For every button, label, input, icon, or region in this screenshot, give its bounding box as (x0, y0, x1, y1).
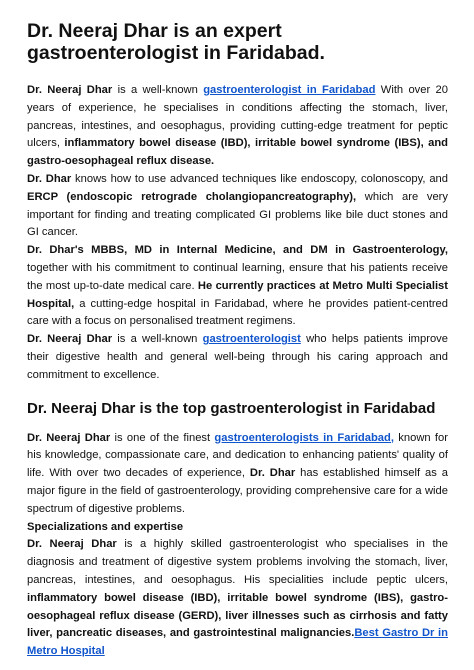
summary-paragraph (27, 331, 448, 384)
document-page (27, 20, 448, 661)
bold-dr-dhar: Dr. Dhar (249, 467, 296, 480)
techniques-paragraph (27, 171, 448, 242)
text-span: known for his knowledge, compassionate care, and dedication to enhancing patients' quality of life. With over two decades of experience, (27, 431, 448, 480)
main-title: Dr. Neeraj Dhar is an expert gastroenterologist in Faridabad. (27, 20, 325, 64)
doctor-name: Dr. Neeraj Dhar (27, 333, 113, 346)
text-span: is one of the finest (110, 431, 215, 444)
gastroenterologist-link[interactable]: gastroenterologist (202, 333, 301, 346)
text-span: knows how to use advanced techniques like endoscopy, colonoscopy, and (71, 172, 448, 185)
text-span: which are very important for finding and treating complicated GI problems like bile duct stones and GI cancer. (27, 190, 448, 239)
bold-specialities: inflammatory bowel disease (IBD), irritable bowel syndrome (IBS), gastro-oesophageal reflux disease (GERD), liver illnesses such as cirrhosis and fatty liver, pancreatic diseases, and gastrointestinal malignancies. (27, 591, 448, 640)
doctor-name: Dr. Neeraj Dhar (27, 538, 117, 551)
doctor-name: Dr. Neeraj Dhar (27, 84, 113, 96)
gastroenterologist-faridabad-link[interactable]: gastroenterologist in Faridabad (203, 84, 376, 96)
qualifications-paragraph (27, 242, 448, 331)
specializations-paragraph (27, 536, 448, 661)
section-heading: Dr. Neeraj Dhar is the top gastroenterologist in Faridabad (27, 399, 436, 417)
text-span: With over 20 years of experience, he specialises in conditions affecting the stomach, liver, pancreas, intestines, and oesophagus, providing cutting-edge treatment for peptic ulcers, (27, 84, 448, 150)
gastroenterologists-faridabad-link[interactable]: gastroenterologists in Faridabad, (214, 431, 394, 444)
intro-paragraph (27, 82, 448, 171)
text-span: is a well-known (112, 84, 204, 96)
finest-paragraph (27, 430, 448, 519)
text-span: together with his commitment to continual learning, ensure that his patients receive the most up-to-date medical care. (27, 261, 448, 292)
text-span: has established himself as a major figure in the field of gastroenterology, providing comprehensive care for a wide spectrum of digestive problems. (27, 467, 448, 515)
bold-conditions: inflammatory bowel disease (IBD), irritable bowel syndrome (IBS), and gastro-oesophageal reflux disease. (27, 137, 448, 168)
text-span: who helps patients improve their digestive health and general well-being through his caring approach and commitment to excellence. (27, 333, 448, 381)
bold-ercp: ERCP (endoscopic retrograde cholangiopancreatography), (27, 190, 357, 203)
text-span: a cutting-edge hospital in Faridabad, where he provides patient-centred care with a focus on personalised treatment regimens. (27, 297, 448, 328)
bold-hospital: He currently practices at Metro Multi Specialist Hospital, (27, 279, 448, 310)
bold-qualifications: Dr. Dhar's MBBS, MD in Internal Medicine, and DM in Gastroenterology, (27, 244, 448, 257)
doctor-name: Dr. Neeraj Dhar (27, 431, 111, 444)
doctor-name: Dr. Dhar (27, 172, 72, 185)
text-span: is a well-known (112, 333, 203, 346)
best-gastro-dr-link[interactable]: Best Gastro Dr in Metro Hospital (27, 627, 448, 658)
specializations-subheading: Specializations and expertise (27, 520, 184, 533)
text-span: is a highly skilled gastroenterologist who specialises in the diagnosis and treatment of digestive system problems involving the stomach, liver, pancreas, intestines, and oesophagus. His specialities include peptic ulcers, (27, 538, 449, 586)
